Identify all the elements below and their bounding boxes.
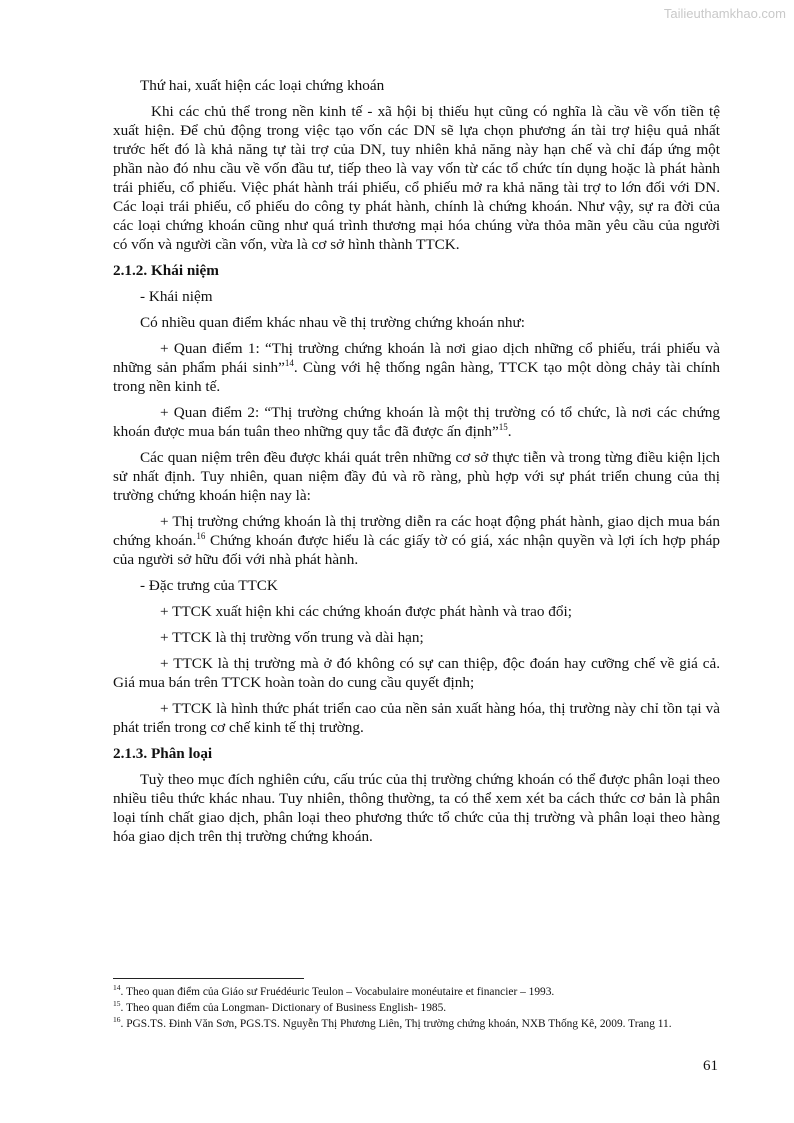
paragraph: Các quan niệm trên đều được khái quát trên những cơ sở thực tiễn và trong từng điều kiện lịch sử nhất định. Tuy nhiên, quan niệm đầy đủ và rõ ràng, phù hợp với sự phát triển chung của thị trường chứng khoán hiện nay là: (113, 449, 720, 504)
paragraph: Có nhiều quan điểm khác nhau về thị trường chứng khoán như: (140, 314, 525, 331)
footnote-text: . Theo quan điểm của Longman- Dictionary of Business English- 1985. (120, 1002, 447, 1014)
page-number: 61 (703, 1058, 718, 1074)
watermark: Tailieuthamkhao.com (663, 6, 786, 21)
footnote-text: . Theo quan điểm của Giáo sư Fruédéuric Teulon – Vocabulaire monéutaire et financier – 1993. (120, 986, 555, 998)
footnotes (113, 985, 720, 1033)
paragraph: Thứ hai, xuất hiện các loại chứng khoán (140, 77, 385, 94)
paragraph: Khi các chủ thể trong nền kinh tế - xã hội bị thiếu hụt cũng có nghĩa là cầu về vốn tiền tệ xuất hiện. Để chủ động trong việc tạo vốn các DN sẽ lựa chọn phương án tài trợ hiệu quả nhất trước hết đó là khả năng tự tài trợ của DN, tuy nhiên khả năng này hạn chế và chỉ đáp ứng một phần nào đó nhu cầu về vốn đầu tư, tiếp theo là vay vốn từ các tổ chức tín dụng hoặc là phát hành trái phiếu, cổ phiếu. Việc phát hành trái phiếu, cổ phiếu mở ra khả năng tài trợ to lớn đối với DN. Các loại trái phiếu, cổ phiếu do công ty phát hành, chính là chứng khoán. Như vậy, sự ra đời của các loại chứng khoán cũng như quá trình thương mại hóa chúng vừa thỏa mãn yêu cầu của người có vốn và người cần vốn, vừa là cơ sở hình thành TTCK. (113, 103, 720, 253)
footnote-number: 16 (113, 1015, 121, 1025)
page-body (113, 76, 720, 853)
paragraph-text: . (507, 423, 512, 440)
paragraph-text: + Thị trường chứng khoán là thị trường diễn ra các hoạt động phát hành, giao dịch mua bán chứng khoán. (113, 513, 720, 549)
section-heading: 2.1.3. Phân loại (113, 745, 213, 762)
list-item: + TTCK là thị trường mà ở đó không có sự can thiệp, độc đoán hay cưỡng chế về giá cả. Giá mua bán trên TTCK hoàn toàn do cung cầu quyết định; (113, 655, 720, 691)
paragraph (113, 403, 720, 441)
footnote-ref[interactable]: 14 (284, 357, 294, 368)
subheading: - Đặc trưng của TTCK (140, 577, 278, 594)
footnote-ref[interactable]: 15 (498, 421, 508, 432)
paragraph-text: . Cùng với hệ thống ngân hàng, TTCK tạo một dòng chảy tài chính trong nền kinh tế. (113, 359, 720, 395)
paragraph: Tuỳ theo mục đích nghiên cứu, cấu trúc của thị trường chứng khoán có thể được phân loại theo nhiều tiêu thức khác nhau. Tuy nhiên, thông thường, ta có thể xem xét ba cách thức cơ bản là phân loại tính chất giao dịch, phân loại theo phương thức tổ chức của thị trường và phân loại theo hàng hóa giao dịch trên thị trường chứng khoán. (113, 771, 720, 845)
paragraph-text: + Quan điểm 2: “Thị trường chứng khoán là một thị trường có tổ chức, là nơi các chứng khoán được mua bán tuân theo những quy tắc đã được ấn định” (113, 404, 720, 440)
footnote-ref[interactable]: 16 (196, 530, 206, 541)
footnote-text: . PGS.TS. Đinh Văn Sơn, PGS.TS. Nguyễn Thị Phương Liên, Thị trường chứng khoán, NXB Thống Kê, 2009. Trang 11. (120, 1018, 672, 1030)
paragraph (113, 512, 720, 569)
paragraph-text: Chứng khoán được hiểu là các giấy tờ có giá, xác nhận quyền và lợi ích hợp pháp của người sở hữu đối với nhà phát hành. (113, 532, 720, 568)
footnote-divider (113, 978, 304, 979)
list-item: + TTCK là hình thức phát triển cao của nền sản xuất hàng hóa, thị trường này chỉ tồn tại và phát triển trong cơ chế kinh tế thị trường. (113, 700, 720, 736)
footnote (113, 1001, 720, 1015)
footnote (113, 985, 720, 999)
subheading: - Khái niệm (140, 288, 213, 305)
footnote-number: 14 (113, 983, 121, 993)
paragraph (113, 339, 720, 396)
list-item: + TTCK xuất hiện khi các chứng khoán được phát hành và trao đổi; (160, 603, 572, 620)
list-item: + TTCK là thị trường vốn trung và dài hạn; (160, 629, 424, 646)
footnote-number: 15 (113, 999, 121, 1009)
footnote (113, 1017, 720, 1031)
section-heading: 2.1.2. Khái niệm (113, 262, 219, 279)
paragraph-text: + Quan điểm 1: “Thị trường chứng khoán là nơi giao dịch những cổ phiếu, trái phiếu và những sản phẩm phái sinh” (113, 340, 720, 376)
